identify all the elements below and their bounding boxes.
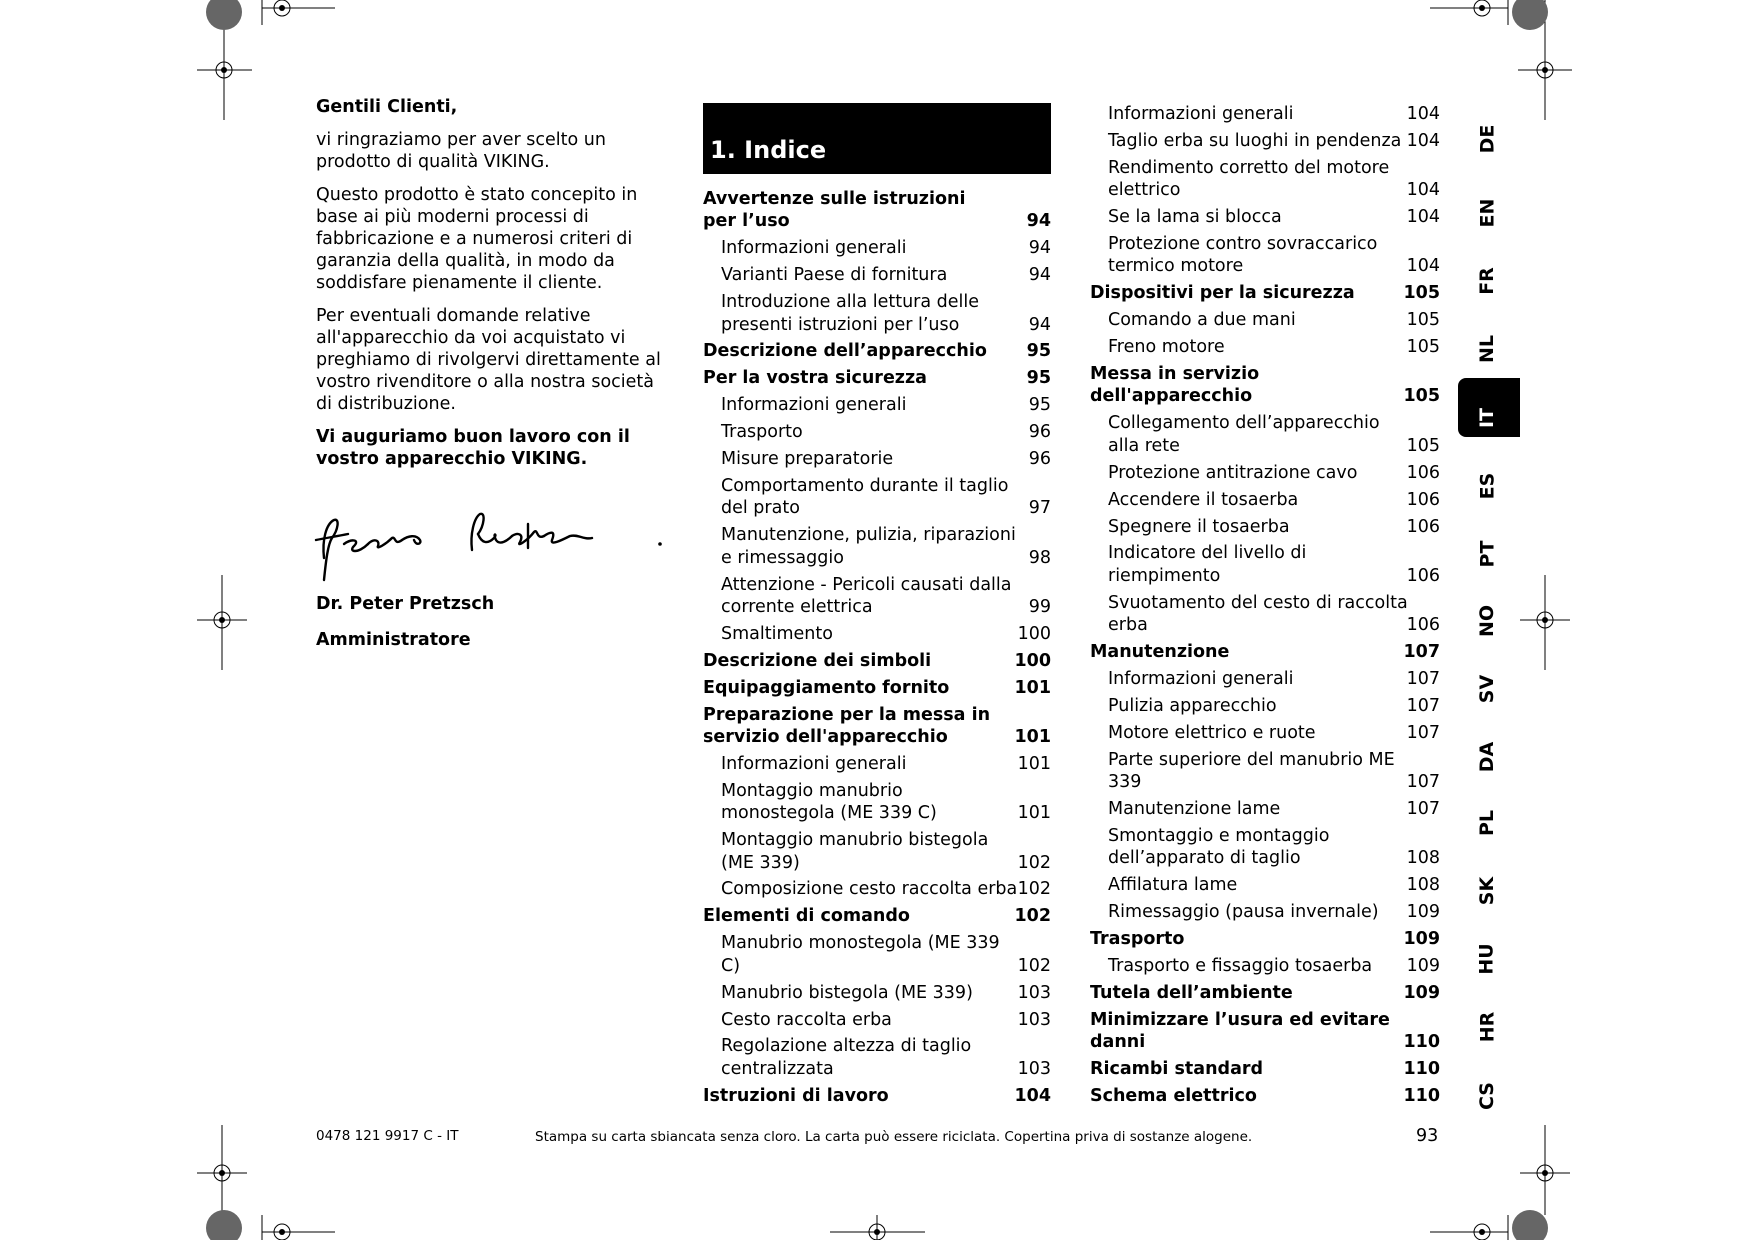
toc-entry-page: 107	[1406, 695, 1440, 716]
toc-entry-page: 107	[1406, 772, 1440, 793]
toc-entry-page: 106	[1406, 565, 1440, 586]
toc-entry-title: Montaggio manubrio bistegola (ME 339)	[721, 830, 989, 873]
toc-entry-title: Cesto raccolta erba	[721, 1009, 892, 1030]
toc-entry-title: Messa in servizio dell'apparecchio	[1090, 364, 1260, 407]
toc-subsection-entry[interactable]	[703, 623, 1051, 650]
language-tab-label: PL	[1475, 809, 1498, 837]
toc-entry-page: 107	[1406, 798, 1440, 819]
toc-subsection-entry[interactable]	[703, 291, 1051, 340]
toc-entry-title: Schema elettrico	[1090, 1085, 1257, 1106]
toc-entry-title: Trasporto	[721, 422, 803, 443]
toc-entry-page: 110	[1403, 1032, 1440, 1053]
toc-subsection-entry[interactable]	[1090, 206, 1440, 233]
toc-title-bar	[703, 103, 1051, 174]
toc-entry-page: 105	[1406, 310, 1440, 331]
toc-section-entry[interactable]	[1090, 982, 1440, 1009]
toc-entry-page: 95	[1026, 368, 1051, 389]
language-tab-de[interactable]	[1458, 124, 1516, 154]
toc-entry-title: Manutenzione lame	[1108, 798, 1281, 819]
intro-paragraph-3: Per eventuali domande relative all'apparecchio da voi acquistato vi preghiamo di rivolgervi direttamente al vostro rivenditore o alla nostra società di distribuzione.	[316, 306, 661, 414]
toc-entry-title: Descrizione dei simboli	[703, 650, 932, 671]
toc-subsection-entry[interactable]	[1090, 309, 1440, 336]
language-tab-en[interactable]	[1458, 198, 1516, 228]
toc-subsection-entry[interactable]	[1090, 592, 1440, 641]
toc-subsection-entry[interactable]	[1090, 874, 1440, 901]
toc-entry-page: 108	[1406, 848, 1440, 869]
toc-entry-title: Trasporto e fissaggio tosaerba	[1108, 955, 1373, 976]
toc-entry-page: 96	[1028, 449, 1051, 470]
toc-entry-page: 102	[1017, 955, 1051, 976]
toc-entry-page: 110	[1403, 1085, 1440, 1106]
toc-entry-page: 102	[1014, 906, 1051, 927]
toc-section-entry[interactable]	[1090, 1085, 1440, 1112]
toc-entry-page: 103	[1017, 1009, 1051, 1030]
toc-entry-page: 103	[1017, 1058, 1051, 1079]
toc-entry-page: 94	[1026, 211, 1051, 232]
toc-section-entry[interactable]	[703, 704, 1051, 753]
language-tab-es[interactable]	[1458, 472, 1516, 500]
toc-entry-title: Descrizione dell’apparecchio	[703, 341, 987, 362]
language-tab-label: EN	[1475, 198, 1498, 228]
toc-entry-title: Affilatura lame	[1108, 875, 1238, 896]
language-tab-label: SV	[1475, 674, 1498, 704]
toc-entry-title: Elementi di comando	[703, 906, 910, 927]
toc-subsection-entry[interactable]	[703, 264, 1051, 291]
toc-entry-page: 101	[1014, 727, 1051, 748]
toc-entry-title: Varianti Paese di fornitura	[721, 265, 948, 286]
toc-entry-title: Motore elettrico e ruote	[1108, 722, 1316, 743]
toc-entry-title: Informazioni generali	[1108, 668, 1294, 689]
toc-entry-page: 101	[1014, 677, 1051, 698]
toc-entry-title: Avvertenze sulle istruzioni per l’uso	[703, 189, 966, 232]
toc-entry-page: 102	[1017, 852, 1051, 873]
toc-entry-title: Informazioni generali	[1108, 104, 1294, 124]
toc-subsection-entry[interactable]	[703, 982, 1051, 1009]
toc-entry-title: Comando a due mani	[1108, 310, 1296, 331]
toc-entry-page: 104	[1406, 130, 1440, 151]
toc-entry-page: 98	[1028, 547, 1051, 568]
toc-subsection-entry[interactable]	[1090, 825, 1440, 874]
toc-subsection-entry[interactable]	[1090, 462, 1440, 489]
language-tab-label: HU	[1476, 943, 1498, 975]
toc-section-entry[interactable]	[703, 188, 1051, 237]
toc-entry-title: Protezione contro sovraccarico termico motore	[1108, 234, 1378, 277]
toc-subsection-entry[interactable]	[703, 448, 1051, 475]
toc-entry-title: Taglio erba su luoghi in pendenza	[1108, 130, 1402, 151]
toc-section-entry[interactable]	[703, 340, 1051, 367]
toc-subsection-entry[interactable]	[703, 829, 1051, 878]
signatory-role: Amministratore	[316, 630, 471, 650]
language-tab-fr[interactable]	[1458, 267, 1516, 295]
toc-entry-page: 100	[1017, 623, 1051, 644]
toc-entry-page: 106	[1406, 516, 1440, 537]
toc-entry-title: Smontaggio e montaggio dell’apparato di taglio	[1108, 825, 1330, 869]
toc-entry-page: 104	[1406, 256, 1440, 277]
toc-entry-page: 109	[1406, 902, 1440, 923]
toc-subsection-entry[interactable]	[703, 524, 1051, 573]
document-code: 0478 121 9917 C - IT	[316, 1128, 459, 1144]
toc-entry-title: Minimizzare l’usura ed evitare danni	[1090, 1009, 1390, 1053]
language-tab-hu[interactable]	[1458, 943, 1516, 975]
toc-entry-title: Informazioni generali	[721, 395, 907, 416]
toc-entry-page: 103	[1017, 982, 1051, 1003]
toc-section-entry[interactable]	[703, 677, 1051, 704]
toc-entry-page: 99	[1028, 597, 1051, 617]
toc-entry-page: 109	[1403, 929, 1440, 949]
language-tab-pt[interactable]	[1458, 540, 1516, 568]
toc-subsection-entry[interactable]	[703, 475, 1051, 524]
toc-entry-title: Istruzioni di lavoro	[703, 1085, 889, 1106]
toc-subsection-entry[interactable]	[703, 932, 1051, 981]
toc-entry-title: Regolazione altezza di taglio centralizzata	[721, 1036, 972, 1079]
intro-paragraph-1: vi ringraziamo per aver scelto un prodotto di qualità VIKING.	[316, 130, 606, 172]
toc-subsection-entry[interactable]	[703, 753, 1051, 780]
toc-entry-title: Collegamento dell’apparecchio alla rete	[1108, 413, 1380, 456]
language-tab-hr[interactable]	[1458, 1011, 1516, 1043]
toc-entry-title: Pulizia apparecchio	[1108, 695, 1277, 716]
toc-section-entry[interactable]	[703, 905, 1051, 932]
greeting: Gentili Clienti,	[316, 97, 458, 117]
toc-entry-title: Spegnere il tosaerba	[1108, 516, 1290, 537]
language-tab-no[interactable]	[1458, 604, 1516, 638]
toc-entry-title: Tutela dell’ambiente	[1090, 982, 1293, 1003]
language-tab-pl[interactable]	[1458, 809, 1516, 837]
language-tab-sv[interactable]	[1458, 674, 1516, 704]
toc-subsection-entry[interactable]	[1090, 901, 1440, 928]
toc-section-entry[interactable]	[703, 1085, 1051, 1112]
toc-entry-title: Smaltimento	[721, 623, 833, 644]
language-tab-label: CS	[1475, 1082, 1498, 1110]
toc-entry-title: Informazioni generali	[721, 753, 907, 774]
print-note: Stampa su carta sbiancata senza cloro. La carta può essere riciclata. Copertina priva di sostanze alogene.	[535, 1129, 1253, 1145]
toc-entry-title: Preparazione per la messa in servizio dell'apparecchio	[703, 704, 991, 748]
toc-entry-page: 102	[1017, 879, 1051, 900]
language-tab-label: PT	[1475, 540, 1498, 568]
toc-section-entry[interactable]	[1090, 641, 1440, 668]
toc-entry-page: 101	[1017, 803, 1051, 824]
toc-entry-title: Manubrio monostegola (ME 339 C)	[721, 933, 1000, 976]
toc-entry-title: Parte superiore del manubrio ME 339	[1108, 749, 1395, 793]
toc-entry-page: 110	[1403, 1059, 1440, 1080]
toc-subsection-entry[interactable]	[1090, 749, 1440, 798]
language-tab-label: SK	[1475, 876, 1498, 906]
toc-section-entry[interactable]	[1090, 1009, 1440, 1058]
toc-entry-title: Dispositivi per la sicurezza	[1090, 283, 1355, 304]
toc-entry-page: 100	[1014, 650, 1051, 671]
language-tab-label: DE	[1475, 124, 1498, 154]
toc-entry-page: 96	[1028, 422, 1051, 443]
toc-subsection-entry[interactable]	[703, 394, 1051, 421]
toc-entry-page: 95	[1026, 341, 1051, 362]
toc-entry-title: Indicatore del livello di riempimento	[1108, 543, 1307, 586]
toc-subsection-entry[interactable]	[1090, 412, 1440, 461]
toc-entry-title: Attenzione - Pericoli causati dalla corrente elettrica	[721, 574, 1012, 617]
toc-subsection-entry[interactable]	[703, 780, 1051, 829]
toc-subsection-entry[interactable]	[703, 878, 1051, 905]
toc-entry-page: 94	[1028, 265, 1051, 286]
toc-column-right	[1090, 103, 1440, 1112]
toc-entry-page: 106	[1406, 615, 1440, 636]
toc-entry-title: Manutenzione	[1090, 642, 1230, 663]
toc-subsection-entry[interactable]	[703, 1035, 1051, 1084]
toc-subsection-entry[interactable]	[1090, 489, 1440, 516]
toc-entry-title: Rimessaggio (pausa invernale)	[1108, 902, 1379, 923]
toc-entry-title: Manutenzione, pulizia, riparazioni e rimessaggio	[721, 525, 1016, 568]
toc-subsection-entry[interactable]	[1090, 103, 1440, 130]
toc-entry-title: Accendere il tosaerba	[1108, 489, 1299, 510]
toc-entry-page: 106	[1406, 489, 1440, 510]
toc-entry-title: Informazioni generali	[721, 238, 907, 259]
toc-entry-page: 106	[1406, 462, 1440, 483]
toc-subsection-entry[interactable]	[1090, 798, 1440, 825]
toc-section-entry[interactable]	[1090, 1058, 1440, 1085]
toc-entry-title: Manubrio bistegola (ME 339)	[721, 982, 973, 1003]
language-tab-label: HR	[1475, 1011, 1498, 1043]
toc-entry-title: Per la vostra sicurezza	[703, 368, 927, 389]
toc-entry-page: 109	[1403, 982, 1440, 1003]
toc-subsection-entry[interactable]	[703, 574, 1051, 623]
signatory-name: Dr. Peter Pretzsch	[316, 594, 495, 614]
toc-subsection-entry[interactable]	[1090, 955, 1440, 982]
toc-entry-title: Trasporto	[1090, 929, 1185, 949]
toc-entry-title: Protezione antitrazione cavo	[1108, 462, 1358, 483]
language-tab-label: DA	[1475, 741, 1498, 773]
toc-subsection-entry[interactable]	[1090, 157, 1440, 206]
toc-entry-title: Ricambi standard	[1090, 1059, 1264, 1080]
toc-entry-page: 104	[1406, 104, 1440, 124]
toc-section-entry[interactable]	[703, 650, 1051, 677]
toc-entry-page: 97	[1028, 498, 1051, 519]
closing-line: Vi auguriamo buon lavoro con il vostro apparecchio VIKING.	[316, 427, 630, 469]
toc-entry-page: 94	[1028, 238, 1051, 259]
language-tab-da[interactable]	[1458, 741, 1516, 773]
toc-entry-page: 104	[1406, 180, 1440, 201]
toc-subsection-entry[interactable]	[1090, 542, 1440, 591]
toc-entry-page: 107	[1406, 722, 1440, 743]
toc-entry-title: Misure preparatorie	[721, 449, 894, 470]
toc-section-entry[interactable]	[703, 367, 1051, 394]
toc-entry-page: 107	[1403, 642, 1440, 663]
toc-subsection-entry[interactable]	[1090, 130, 1440, 157]
toc-title: 1. Indice	[710, 136, 827, 164]
language-tab-label: NL	[1475, 334, 1498, 364]
language-tab-cs[interactable]	[1458, 1082, 1516, 1110]
toc-entry-title: Introduzione alla lettura delle presenti istruzioni per l’uso	[721, 292, 980, 335]
toc-section-entry[interactable]	[1090, 363, 1440, 412]
toc-entry-page: 108	[1406, 875, 1440, 896]
toc-entry-page: 104	[1014, 1085, 1051, 1106]
toc-subsection-entry[interactable]	[1090, 722, 1440, 749]
language-tab-label: ES	[1475, 472, 1498, 500]
toc-subsection-entry[interactable]	[1090, 233, 1440, 282]
toc-subsection-entry[interactable]	[703, 421, 1051, 448]
toc-entry-page: 107	[1406, 668, 1440, 689]
toc-subsection-entry[interactable]	[1090, 516, 1440, 543]
language-tab-label: IT	[1476, 407, 1498, 429]
toc-entry-page: 109	[1406, 955, 1440, 976]
language-tab-it[interactable]	[1458, 407, 1516, 429]
toc-subsection-entry[interactable]	[1090, 336, 1440, 363]
toc-entry-page: 105	[1406, 337, 1440, 358]
language-tab-label: NO	[1476, 604, 1498, 638]
toc-entry-page: 95	[1028, 395, 1051, 416]
toc-entry-title: Comportamento durante il taglio del prato	[721, 475, 1009, 519]
intro-paragraph-2: Questo prodotto è stato concepito in base ai più moderni processi di fabbricazione e a numerosi criteri di garanzia della qualità, in modo da soddisfare pienamente il cliente.	[316, 185, 638, 293]
toc-section-entry[interactable]	[1090, 282, 1440, 309]
toc-subsection-entry[interactable]	[703, 237, 1051, 264]
toc-subsection-entry[interactable]	[1090, 668, 1440, 695]
toc-entry-title: Svuotamento del cesto di raccolta erba	[1108, 592, 1408, 636]
toc-entry-page: 101	[1017, 753, 1051, 774]
toc-entry-page: 105	[1403, 386, 1440, 407]
toc-entry-page: 105	[1403, 283, 1440, 304]
language-tab-sk[interactable]	[1458, 876, 1516, 906]
toc-entry-page: 104	[1406, 207, 1440, 228]
toc-subsection-entry[interactable]	[1090, 695, 1440, 722]
toc-entry-page: 105	[1406, 435, 1440, 456]
toc-entry-title: Montaggio manubrio monostegola (ME 339 C)	[721, 780, 937, 824]
toc-subsection-entry[interactable]	[703, 1009, 1051, 1036]
toc-entry-title: Equipaggiamento fornito	[703, 677, 950, 698]
toc-entry-title: Freno motore	[1108, 337, 1225, 358]
toc-section-entry[interactable]	[1090, 928, 1440, 955]
toc-entry-title: Se la lama si blocca	[1108, 207, 1282, 228]
language-tab-nl[interactable]	[1458, 334, 1516, 364]
page-number: 93	[1416, 1126, 1439, 1146]
intro-letter	[316, 96, 668, 481]
language-tab-label: FR	[1475, 267, 1498, 295]
toc-entry-title: Composizione cesto raccolta erba	[721, 879, 1018, 900]
toc-column-middle	[703, 188, 1051, 1112]
handwritten-signature	[312, 510, 672, 590]
toc-entry-page: 94	[1028, 314, 1051, 335]
toc-entry-title: Rendimento corretto del motore elettrico	[1108, 157, 1390, 201]
